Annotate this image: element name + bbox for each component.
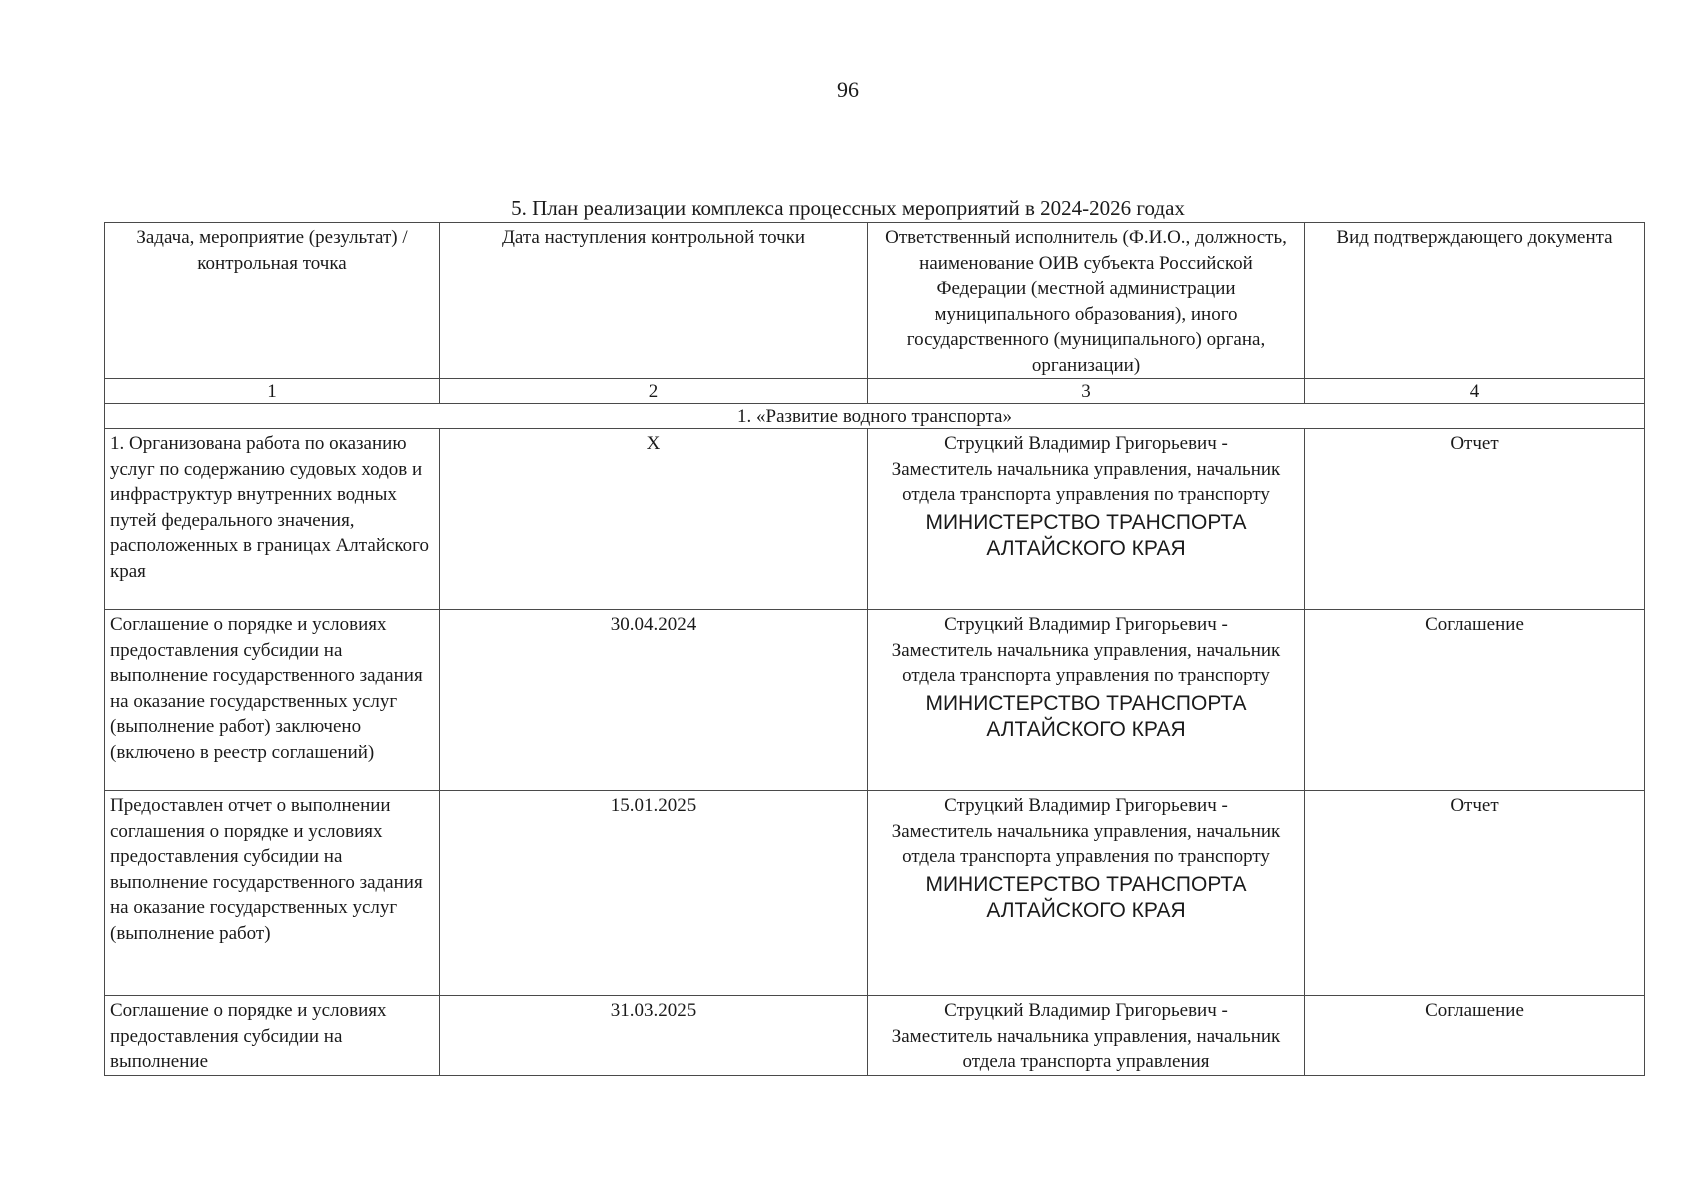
task-cell: Соглашение о порядке и условиях предоставления субсидии на выполнение: [105, 996, 440, 1076]
date-cell: X: [440, 429, 868, 610]
task-cell: Предоставлен отчет о выполнении соглашения о порядке и условиях предоставления субсидии на выполнение государственного задания на оказание государственных услуг (выполнение работ): [105, 791, 440, 996]
table-row: [105, 791, 1645, 996]
column-number: 2: [440, 379, 868, 404]
column-number: 1: [105, 379, 440, 404]
document-cell: Соглашение: [1305, 996, 1645, 1076]
responsible-cell: [868, 429, 1305, 610]
table-row: [105, 996, 1645, 1076]
responsible-name: Струцкий Владимир Григорьевич -: [944, 1000, 1228, 1021]
date-cell: 15.01.2025: [440, 791, 868, 996]
responsible-cell: [868, 610, 1305, 791]
responsible-org: МИНИСТЕРСТВО ТРАНСПОРТА АЛТАЙСКОГО КРАЯ: [925, 691, 1247, 741]
responsible-org: МИНИСТЕРСТВО ТРАНСПОРТА АЛТАЙСКОГО КРАЯ: [925, 510, 1247, 560]
task-cell: Соглашение о порядке и условиях предоставления субсидии на выполнение государственного задания на оказание государственных услуг (выполнение работ) заключено (включено в реестр соглашений): [105, 610, 440, 791]
responsible-name: Струцкий Владимир Григорьевич -: [944, 433, 1228, 454]
section-title: 1. «Развитие водного транспорта»: [105, 404, 1645, 429]
header-responsible: Ответственный исполнитель (Ф.И.О., должность, наименование ОИВ субъекта Российской Федерации (местной администрации муниципального образования), иного государственного (муниципального) органа, организации): [868, 223, 1305, 379]
page-number: 96: [837, 77, 859, 102]
section-row: [105, 404, 1645, 429]
column-number: 3: [868, 379, 1305, 404]
column-number: 4: [1305, 379, 1645, 404]
document-cell: Соглашение: [1305, 610, 1645, 791]
date-cell: 31.03.2025: [440, 996, 868, 1076]
date-cell: 30.04.2024: [440, 610, 868, 791]
task-cell: 1. Организована работа по оказанию услуг по содержанию судовых ходов и инфраструктур внутренних водных путей федерального значения, расположенных в границах Алтайского края: [105, 429, 440, 610]
header-date: Дата наступления контрольной точки: [440, 223, 868, 379]
header-document: Вид подтверждающего документа: [1305, 223, 1645, 379]
responsible-cell: [868, 996, 1305, 1076]
responsible-org: МИНИСТЕРСТВО ТРАНСПОРТА АЛТАЙСКОГО КРАЯ: [925, 872, 1247, 922]
document-cell: Отчет: [1305, 791, 1645, 996]
column-number-row: [105, 379, 1645, 404]
document-cell: Отчет: [1305, 429, 1645, 610]
table-row: [105, 429, 1645, 610]
plan-table: [104, 222, 1645, 1076]
responsible-cell: [868, 791, 1305, 996]
responsible-name: Струцкий Владимир Григорьевич -: [944, 795, 1228, 816]
responsible-position: Заместитель начальника управления, начальник отдела транспорта управления по транспорту: [891, 458, 1281, 505]
responsible-position: Заместитель начальника управления, начальник отдела транспорта управления по транспорту: [891, 820, 1281, 867]
responsible-name: Струцкий Владимир Григорьевич -: [944, 614, 1228, 635]
responsible-position: Заместитель начальника управления, начальник отдела транспорта управления: [891, 1025, 1281, 1072]
table-row: [105, 610, 1645, 791]
responsible-position: Заместитель начальника управления, начальник отдела транспорта управления по транспорту: [891, 639, 1281, 686]
header-task: Задача, мероприятие (результат) / контрольная точка: [105, 223, 440, 379]
table-title: 5. План реализации комплекса процессных мероприятий в 2024-2026 годах: [511, 196, 1185, 220]
header-row: [105, 223, 1645, 379]
